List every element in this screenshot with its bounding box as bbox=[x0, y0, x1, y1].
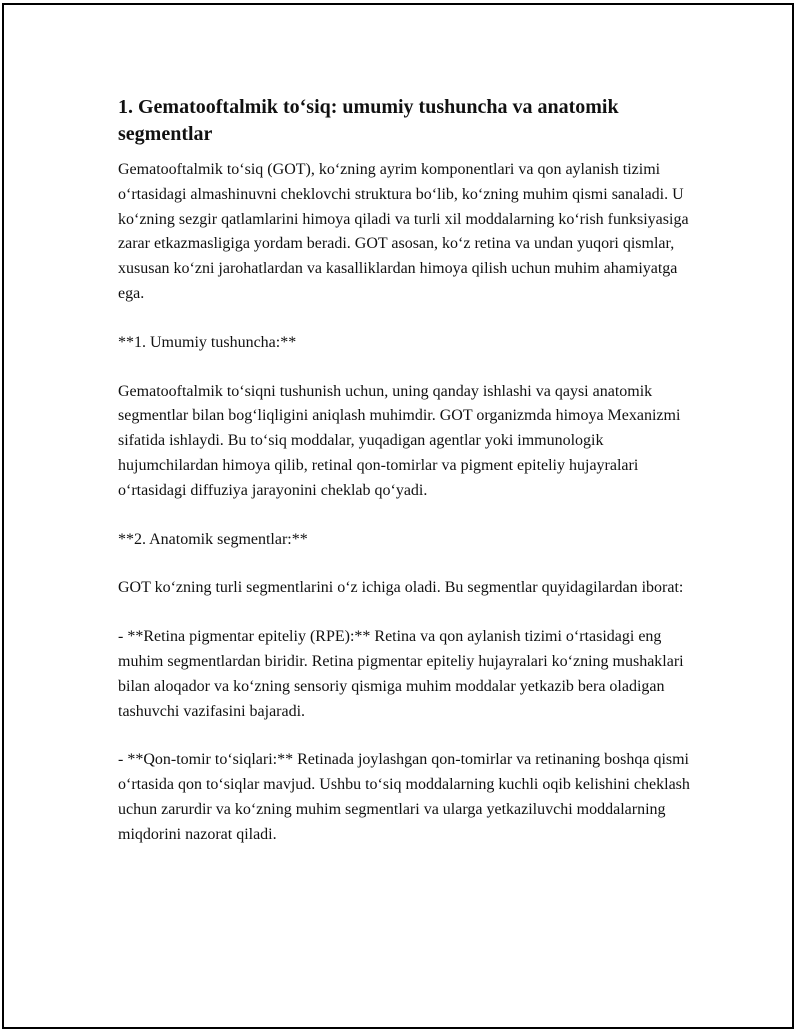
paragraph-segments-intro: GOT ko‘zning turli segmentlarini o‘z ichiga oladi. Bu segmentlar quyidagilardan iborat: bbox=[118, 579, 684, 597]
list-item-vascular-barriers: - **Qon-tomir to‘siqlari:** Retinada joylashgan qon-tomirlar va retinaning boshqa qismi o‘rtasida qon to‘siqlar mavjud. Ushbu to‘siq moddalarning kuchli oqib kelishini cheklash uchun zarurdir va ko‘zning muhim segmentlari va ularga yetkaziluvchi moddalarning miqdorini nazorat qiladi. bbox=[118, 751, 690, 843]
heading-general-concept: **1. Umumiy tushuncha:** bbox=[118, 333, 297, 351]
paragraph-intro: Gematooftalmik to‘siq (GOT), ko‘zning ayrim komponentlari va qon aylanish tizimi o‘rtasidagi almashinuvni cheklovchi struktura bo‘lib, ko‘zning muhim qismi sanaladi. U ko‘zning sezgir qatlamlarini himoya qiladi va turli xil moddalarning ko‘rish funksiyasiga zarar etkazmasligiga yordam beradi. GOT asosan, ko‘z retina va undan yuqori qismlar, xususan ko‘zni jarohatlardan va kasalliklardan himoya qilish uchun muhim ahamiyatga ega. bbox=[118, 161, 689, 302]
paragraph-general-concept: Gematooftalmik to‘siqni tushunish uchun, uning qanday ishlashi va qaysi anatomik segmentlar bilan bog‘liqligini aniqlash muhimdir. GOT organizmda himoya Mexanizmi sifatida ishlaydi. Bu to‘siq moddalar, yuqadigan agentlar yoki immunologik hujumchilardan himoya qilib, retinal qon-tomirlar va pigment epiteliy hujayralari o‘rtasidagi diffuziya jarayonini cheklab qo‘yadi. bbox=[118, 382, 681, 499]
document-body bbox=[118, 94, 698, 872]
heading-anatomic-segments: **2. Anatomik segmentlar:** bbox=[118, 530, 308, 548]
list-item-rpe: - **Retina pigmentar epiteliy (RPE):** Retina va qon aylanish tizimi o‘rtasidagi eng muhim segmentlardan biridir. Retina pigmentar epiteliy hujayralari ko‘zning mushaklari bilan aloqador va ko‘zning sensoriy qismiga muhim moddalar yetkazib bera oladigan tashuvchi vazifasini bajaradi. bbox=[118, 628, 684, 720]
section-title: 1. Gematooftalmik to‘siq: umumiy tushuncha va anatomik segmentlar bbox=[118, 96, 619, 145]
